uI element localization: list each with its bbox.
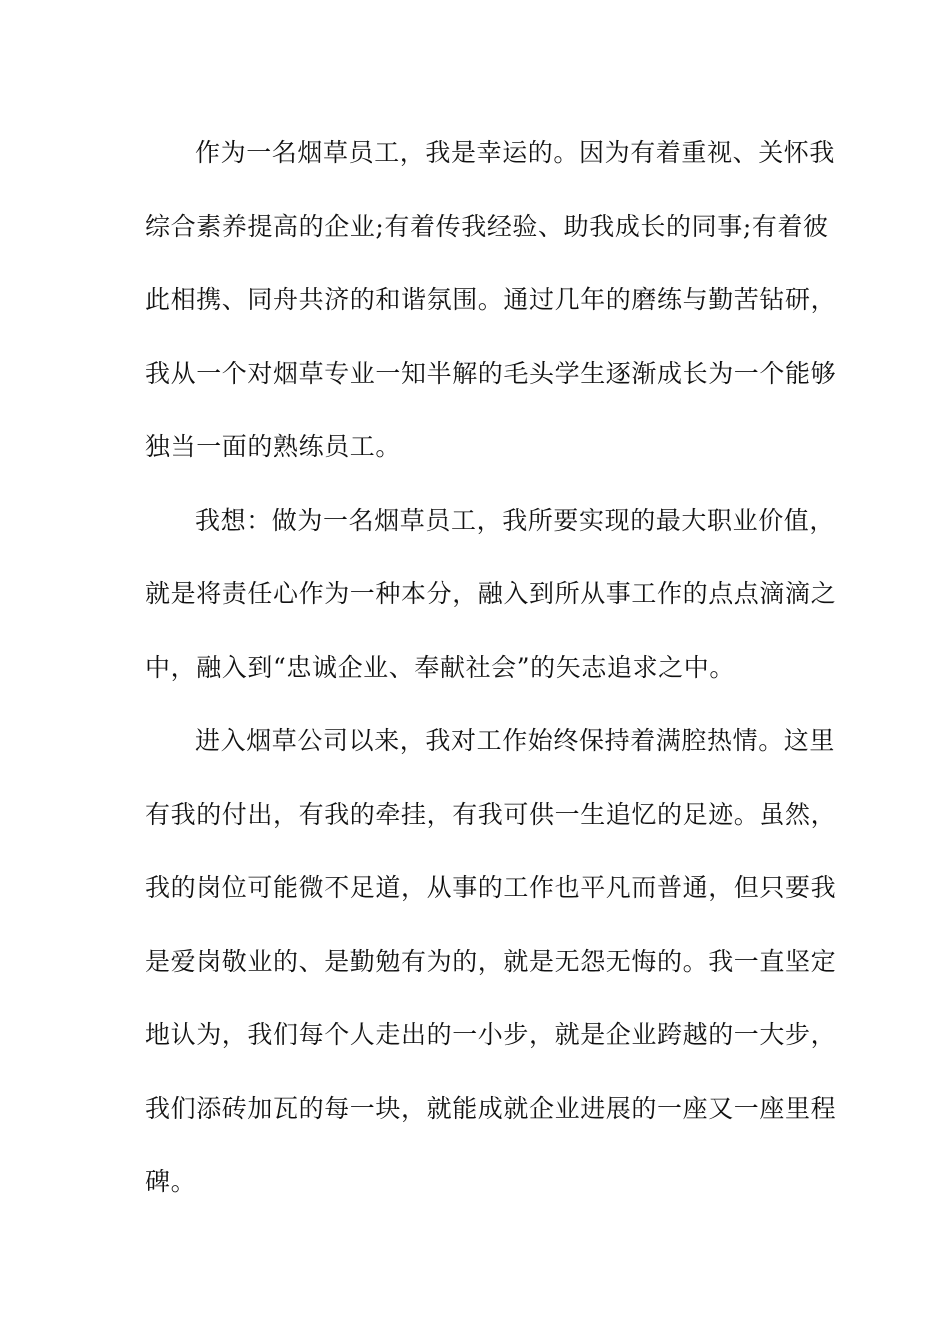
- text-line: 有我的付出，有我的牵挂，有我可供一生追忆的足迹。虽然，: [145, 799, 837, 829]
- text-line: 此相携、同舟共济的和谐氛围。通过几年的磨练与勤苦钻研，: [145, 285, 837, 314]
- text-line: 作为一名烟草员工，我是幸运的。因为有着重视、关怀我: [195, 138, 836, 167]
- text-line: 是爱岗敬业的、是勤勉有为的，就是无怨无悔的。我一直坚定: [145, 946, 837, 976]
- text-line: 碑。: [145, 1167, 197, 1196]
- text-line: 中，融入到“忠诚企业、奉献社会”的矢志追求之中。: [145, 652, 735, 682]
- paragraph-3: [145, 704, 837, 1219]
- text-line: 进入烟草公司以来，我对工作始终保持着满腔热情。这里: [195, 726, 836, 755]
- text-line: 我想：做为一名烟草员工，我所要实现的最大职业价值，: [195, 505, 836, 535]
- text-line: 我们添砖加瓦的每一块，就能成就企业进展的一座又一座里程: [145, 1093, 837, 1123]
- text-line: 独当一面的熟练员工。: [145, 432, 402, 461]
- text-line: 综合素养提高的企业;有着传我经验、助我成长的同事;有着彼: [145, 211, 829, 241]
- text-line: 地认为，我们每个人走出的一小步，就是企业跨越的一大步，: [145, 1020, 837, 1049]
- text-line: 我的岗位可能微不足道，从事的工作也平凡而普通，但只要我: [145, 873, 837, 902]
- text-line: 就是将责任心作为一种本分，融入到所从事工作的点点滴滴之: [145, 579, 837, 608]
- paragraph-2: [145, 484, 837, 705]
- paragraph-1: [145, 116, 837, 484]
- text-line: 我从一个对烟草专业一知半解的毛头学生逐渐成长为一个能够: [145, 358, 837, 388]
- body-text: [145, 116, 837, 1219]
